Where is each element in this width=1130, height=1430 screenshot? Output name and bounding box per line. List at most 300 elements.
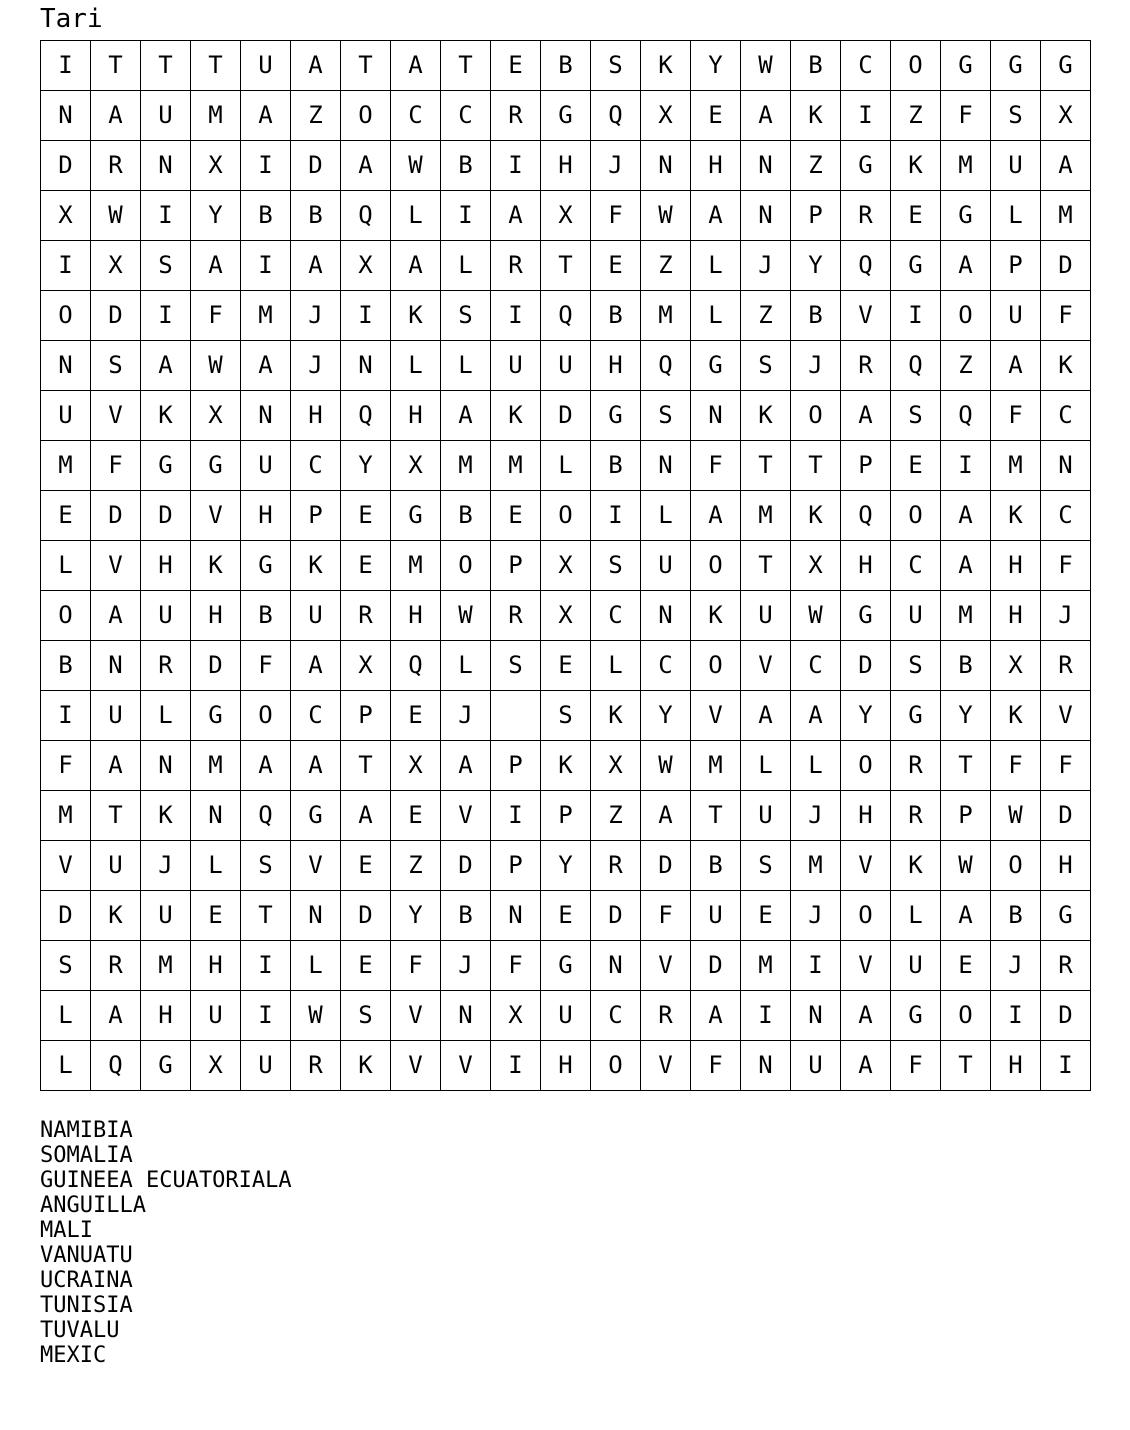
grid-cell[interactable]: F [1041,541,1091,591]
grid-cell[interactable]: E [341,491,391,541]
grid-cell[interactable]: P [941,791,991,841]
grid-cell[interactable]: S [891,641,941,691]
grid-cell[interactable]: B [441,891,491,941]
grid-cell[interactable]: U [741,791,791,841]
grid-cell[interactable]: U [691,891,741,941]
grid-cell[interactable]: K [641,41,691,91]
grid-cell[interactable]: F [641,891,691,941]
grid-cell[interactable]: G [691,341,741,391]
grid-cell[interactable]: A [441,391,491,441]
grid-cell[interactable]: W [641,191,691,241]
grid-cell[interactable]: B [41,641,91,691]
grid-cell[interactable]: K [541,741,591,791]
grid-cell[interactable]: N [141,141,191,191]
grid-cell[interactable]: I [741,991,791,1041]
grid-cell[interactable]: G [891,991,941,1041]
grid-cell[interactable]: H [691,141,741,191]
grid-cell[interactable]: C [891,541,941,591]
grid-cell[interactable]: H [841,791,891,841]
grid-cell[interactable]: B [541,41,591,91]
grid-cell[interactable]: U [141,891,191,941]
grid-cell[interactable]: H [991,1041,1041,1091]
grid-cell[interactable]: H [191,941,241,991]
grid-cell[interactable]: K [291,541,341,591]
grid-cell[interactable]: Z [391,841,441,891]
grid-cell[interactable]: Z [941,341,991,391]
grid-cell[interactable]: D [41,891,91,941]
grid-cell[interactable]: E [941,941,991,991]
grid-cell[interactable]: U [191,991,241,1041]
grid-cell[interactable]: Q [391,641,441,691]
grid-cell[interactable]: H [141,541,191,591]
grid-cell[interactable]: R [491,241,541,291]
grid-cell[interactable]: Y [541,841,591,891]
grid-cell[interactable]: K [141,791,191,841]
grid-cell[interactable]: M [791,841,841,891]
grid-cell[interactable]: P [491,541,541,591]
grid-cell[interactable]: O [241,691,291,741]
grid-cell[interactable]: F [691,1041,741,1091]
grid-cell[interactable]: Q [241,791,291,841]
grid-cell[interactable]: V [391,1041,441,1091]
grid-cell[interactable]: C [1041,391,1091,441]
grid-cell[interactable]: O [41,591,91,641]
grid-cell[interactable]: L [191,841,241,891]
grid-cell[interactable]: U [891,591,941,641]
grid-cell[interactable]: I [891,291,941,341]
grid-cell[interactable]: J [741,241,791,291]
grid-cell[interactable]: W [741,41,791,91]
grid-cell[interactable]: X [91,241,141,291]
grid-cell[interactable]: J [441,691,491,741]
grid-cell[interactable]: D [291,141,341,191]
grid-cell[interactable]: T [341,741,391,791]
grid-cell[interactable]: Q [641,341,691,391]
grid-cell[interactable]: U [241,41,291,91]
grid-cell[interactable]: R [491,91,541,141]
grid-cell[interactable]: B [441,141,491,191]
grid-cell[interactable]: G [891,691,941,741]
grid-cell[interactable]: M [741,491,791,541]
grid-cell[interactable]: R [891,741,941,791]
grid-cell[interactable]: H [991,591,1041,641]
grid-cell[interactable]: J [591,141,641,191]
grid-cell[interactable]: M [641,291,691,341]
grid-cell[interactable]: F [491,941,541,991]
grid-cell[interactable]: M [191,91,241,141]
grid-cell[interactable]: N [591,941,641,991]
grid-cell[interactable]: W [641,741,691,791]
grid-cell[interactable]: C [591,991,641,1041]
grid-cell[interactable]: N [641,141,691,191]
grid-cell[interactable]: X [341,241,391,291]
grid-cell[interactable]: B [441,491,491,541]
grid-cell[interactable]: G [1041,891,1091,941]
grid-cell[interactable]: U [241,1041,291,1091]
grid-cell[interactable]: F [191,291,241,341]
grid-cell[interactable]: H [191,591,241,641]
grid-cell[interactable]: T [191,41,241,91]
grid-cell[interactable]: N [41,341,91,391]
grid-cell[interactable]: K [691,591,741,641]
grid-cell[interactable]: A [241,341,291,391]
grid-cell[interactable]: U [291,591,341,641]
grid-cell[interactable]: Y [691,41,741,91]
grid-cell[interactable]: R [91,941,141,991]
grid-cell[interactable]: L [891,891,941,941]
grid-cell[interactable]: H [1041,841,1091,891]
grid-cell[interactable]: X [191,1041,241,1091]
grid-cell[interactable]: O [541,491,591,541]
grid-cell[interactable]: J [291,291,341,341]
grid-cell[interactable]: A [441,741,491,791]
grid-cell[interactable]: D [641,841,691,891]
grid-cell[interactable]: O [941,991,991,1041]
grid-cell[interactable]: A [941,241,991,291]
grid-cell[interactable]: U [791,1041,841,1091]
grid-cell[interactable]: V [841,941,891,991]
grid-cell[interactable]: R [841,191,891,241]
grid-cell[interactable]: T [241,891,291,941]
grid-cell[interactable]: J [791,341,841,391]
grid-cell[interactable]: A [291,241,341,291]
grid-cell[interactable]: G [941,41,991,91]
grid-cell[interactable]: A [941,541,991,591]
grid-cell[interactable]: S [141,241,191,291]
grid-cell[interactable]: C [441,91,491,141]
grid-cell[interactable]: M [191,741,241,791]
grid-cell[interactable]: Y [341,441,391,491]
grid-cell[interactable]: L [41,1041,91,1091]
grid-cell[interactable]: N [91,641,141,691]
grid-cell[interactable]: B [591,441,641,491]
grid-cell[interactable]: C [641,641,691,691]
grid-cell[interactable]: W [291,991,341,1041]
grid-cell[interactable]: J [791,891,841,941]
grid-cell[interactable]: B [591,291,641,341]
grid-cell[interactable]: T [741,541,791,591]
grid-cell[interactable]: G [291,791,341,841]
grid-cell[interactable]: N [41,91,91,141]
grid-cell[interactable]: D [591,891,641,941]
grid-cell[interactable]: F [891,1041,941,1091]
grid-cell[interactable]: S [741,841,791,891]
grid-cell[interactable]: L [291,941,341,991]
grid-cell[interactable]: A [91,91,141,141]
grid-cell[interactable]: I [141,191,191,241]
grid-cell[interactable]: R [341,591,391,641]
grid-cell[interactable]: V [91,391,141,441]
grid-cell[interactable]: E [41,491,91,541]
grid-cell[interactable]: A [391,241,441,291]
grid-cell[interactable]: A [91,741,141,791]
grid-cell[interactable]: X [191,391,241,441]
grid-cell[interactable]: V [741,641,791,691]
grid-cell[interactable]: M [241,291,291,341]
grid-cell[interactable]: A [191,241,241,291]
grid-cell[interactable]: A [141,341,191,391]
grid-cell[interactable]: U [41,391,91,441]
grid-cell[interactable]: O [791,391,841,441]
grid-cell[interactable]: X [1041,91,1091,141]
grid-cell[interactable]: S [491,641,541,691]
grid-cell[interactable]: B [791,291,841,341]
grid-cell[interactable]: M [141,941,191,991]
grid-cell[interactable]: T [541,241,591,291]
grid-cell[interactable]: U [91,841,141,891]
grid-cell[interactable]: R [641,991,691,1041]
grid-cell[interactable]: K [491,391,541,441]
grid-cell[interactable]: G [841,141,891,191]
grid-cell[interactable]: K [791,91,841,141]
grid-cell[interactable]: N [741,141,791,191]
grid-cell[interactable]: Y [391,891,441,941]
grid-cell[interactable]: G [141,441,191,491]
grid-cell[interactable]: M [1041,191,1091,241]
grid-cell[interactable]: A [91,991,141,1041]
grid-cell[interactable]: E [341,841,391,891]
grid-cell[interactable]: U [541,341,591,391]
grid-cell[interactable]: Q [591,91,641,141]
grid-cell[interactable]: X [791,541,841,591]
grid-cell[interactable]: X [641,91,691,141]
grid-cell[interactable]: G [891,241,941,291]
grid-cell[interactable]: Z [891,91,941,141]
grid-cell[interactable]: A [691,991,741,1041]
grid-cell[interactable]: A [291,41,341,91]
grid-cell[interactable]: P [991,241,1041,291]
grid-cell[interactable]: Y [641,691,691,741]
grid-cell[interactable]: J [291,341,341,391]
grid-cell[interactable]: I [341,291,391,341]
grid-cell[interactable]: X [541,191,591,241]
grid-cell[interactable]: U [641,541,691,591]
grid-cell[interactable]: D [91,291,141,341]
grid-cell[interactable]: I [841,91,891,141]
grid-cell[interactable]: T [91,791,141,841]
grid-cell[interactable]: W [191,341,241,391]
grid-cell[interactable]: P [791,191,841,241]
grid-cell[interactable]: G [141,1041,191,1091]
grid-cell[interactable]: Q [841,241,891,291]
grid-cell[interactable]: Q [891,341,941,391]
grid-cell[interactable]: K [91,891,141,941]
grid-cell[interactable]: A [691,491,741,541]
grid-cell[interactable]: I [991,991,1041,1041]
grid-cell[interactable]: T [941,741,991,791]
grid-cell[interactable]: I [241,141,291,191]
grid-cell[interactable]: K [991,491,1041,541]
grid-cell[interactable]: D [191,641,241,691]
grid-cell[interactable]: X [591,741,641,791]
grid-cell[interactable]: W [991,791,1041,841]
grid-cell[interactable]: I [41,241,91,291]
grid-cell[interactable]: Z [741,291,791,341]
grid-cell[interactable]: W [791,591,841,641]
grid-cell[interactable]: Y [191,191,241,241]
grid-cell[interactable]: M [41,791,91,841]
grid-cell[interactable]: R [291,1041,341,1091]
grid-cell[interactable]: A [391,41,441,91]
grid-cell[interactable]: E [391,691,441,741]
grid-cell[interactable]: G [191,441,241,491]
grid-cell[interactable]: H [391,591,441,641]
grid-cell[interactable]: G [1041,41,1091,91]
grid-cell[interactable]: S [41,941,91,991]
grid-cell[interactable]: A [491,191,541,241]
grid-cell[interactable]: V [691,691,741,741]
grid-cell[interactable]: H [241,491,291,541]
grid-cell[interactable]: O [591,1041,641,1091]
grid-cell[interactable]: L [441,241,491,291]
grid-cell[interactable]: V [291,841,341,891]
grid-cell[interactable]: S [241,841,291,891]
grid-cell[interactable]: J [141,841,191,891]
grid-cell[interactable]: K [141,391,191,441]
grid-cell[interactable]: E [341,941,391,991]
grid-cell[interactable]: N [791,991,841,1041]
grid-cell[interactable]: J [441,941,491,991]
grid-cell[interactable]: A [841,1041,891,1091]
grid-cell[interactable]: V [641,1041,691,1091]
grid-cell[interactable]: F [1041,291,1091,341]
grid-cell[interactable]: I [791,941,841,991]
grid-cell[interactable]: U [741,591,791,641]
grid-cell[interactable]: K [1041,341,1091,391]
grid-cell[interactable]: O [891,491,941,541]
grid-cell[interactable]: I [1041,1041,1091,1091]
grid-cell[interactable]: S [741,341,791,391]
grid-cell[interactable] [491,691,541,741]
grid-cell[interactable]: L [391,191,441,241]
grid-cell[interactable]: L [391,341,441,391]
grid-cell[interactable]: Q [341,391,391,441]
grid-cell[interactable]: U [491,341,541,391]
grid-cell[interactable]: N [141,741,191,791]
grid-cell[interactable]: U [991,141,1041,191]
grid-cell[interactable]: K [391,291,441,341]
grid-cell[interactable]: X [341,641,391,691]
grid-cell[interactable]: P [341,691,391,741]
grid-cell[interactable]: S [91,341,141,391]
grid-cell[interactable]: L [641,491,691,541]
grid-cell[interactable]: O [441,541,491,591]
grid-cell[interactable]: U [541,991,591,1041]
grid-cell[interactable]: N [641,591,691,641]
grid-cell[interactable]: G [841,591,891,641]
grid-cell[interactable]: A [991,341,1041,391]
grid-cell[interactable]: U [891,941,941,991]
grid-cell[interactable]: V [1041,691,1091,741]
grid-cell[interactable]: D [1041,791,1091,841]
grid-cell[interactable]: E [591,241,641,291]
grid-cell[interactable]: I [241,241,291,291]
grid-cell[interactable]: L [141,691,191,741]
grid-cell[interactable]: A [791,691,841,741]
grid-cell[interactable]: I [241,941,291,991]
grid-cell[interactable]: I [591,491,641,541]
grid-cell[interactable]: E [191,891,241,941]
grid-cell[interactable]: F [991,391,1041,441]
grid-cell[interactable]: P [491,841,541,891]
grid-cell[interactable]: U [141,591,191,641]
grid-cell[interactable]: E [741,891,791,941]
grid-cell[interactable]: H [141,991,191,1041]
grid-cell[interactable]: I [41,41,91,91]
grid-cell[interactable]: K [591,691,641,741]
grid-cell[interactable]: G [941,191,991,241]
grid-cell[interactable]: M [941,591,991,641]
grid-cell[interactable]: V [841,841,891,891]
grid-cell[interactable]: P [291,491,341,541]
grid-cell[interactable]: C [291,441,341,491]
grid-cell[interactable]: U [991,291,1041,341]
grid-cell[interactable]: N [641,441,691,491]
grid-cell[interactable]: U [241,441,291,491]
grid-cell[interactable]: C [791,641,841,691]
grid-cell[interactable]: M [691,741,741,791]
grid-cell[interactable]: J [791,791,841,841]
grid-cell[interactable]: K [741,391,791,441]
grid-cell[interactable]: H [291,391,341,441]
grid-cell[interactable]: Q [341,191,391,241]
grid-cell[interactable]: N [491,891,541,941]
grid-cell[interactable]: H [841,541,891,591]
grid-cell[interactable]: M [491,441,541,491]
grid-cell[interactable]: F [991,741,1041,791]
grid-cell[interactable]: B [241,191,291,241]
grid-cell[interactable]: W [91,191,141,241]
grid-cell[interactable]: F [241,641,291,691]
grid-cell[interactable]: H [541,1041,591,1091]
grid-cell[interactable]: S [591,541,641,591]
grid-cell[interactable]: Z [791,141,841,191]
grid-cell[interactable]: U [141,91,191,141]
grid-cell[interactable]: I [441,191,491,241]
grid-cell[interactable]: N [741,1041,791,1091]
grid-cell[interactable]: O [341,91,391,141]
grid-cell[interactable]: O [991,841,1041,891]
grid-cell[interactable]: R [491,591,541,641]
grid-cell[interactable]: E [341,541,391,591]
grid-cell[interactable]: K [791,491,841,541]
grid-cell[interactable]: T [91,41,141,91]
grid-cell[interactable]: A [291,741,341,791]
grid-cell[interactable]: B [291,191,341,241]
grid-cell[interactable]: X [541,541,591,591]
grid-cell[interactable]: D [541,391,591,441]
grid-cell[interactable]: A [341,141,391,191]
grid-cell[interactable]: T [341,41,391,91]
grid-cell[interactable]: B [941,641,991,691]
grid-cell[interactable]: A [291,641,341,691]
grid-cell[interactable]: L [691,291,741,341]
grid-cell[interactable]: T [941,1041,991,1091]
grid-cell[interactable]: X [191,141,241,191]
grid-cell[interactable]: O [841,741,891,791]
grid-cell[interactable]: O [941,291,991,341]
grid-cell[interactable]: E [541,891,591,941]
grid-cell[interactable]: H [541,141,591,191]
grid-cell[interactable]: N [691,391,741,441]
grid-cell[interactable]: L [991,191,1041,241]
grid-cell[interactable]: J [1041,591,1091,641]
grid-cell[interactable]: G [991,41,1041,91]
grid-cell[interactable]: G [541,941,591,991]
grid-cell[interactable]: R [891,791,941,841]
grid-cell[interactable]: B [791,41,841,91]
grid-cell[interactable]: L [741,741,791,791]
